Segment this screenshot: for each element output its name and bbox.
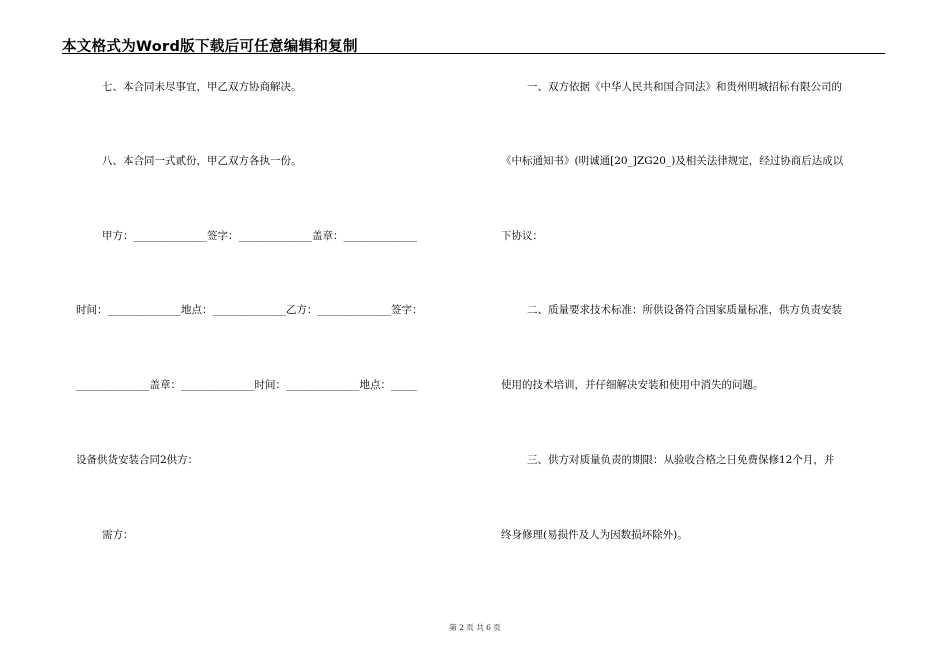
time-place-party-b-line: 时间：______________地点：______________乙方：______________签字：	[76, 304, 423, 316]
article-2-line-2: 使用的技术培训，并仔细解决安装和使用中消失的问题。	[501, 379, 764, 391]
seal-time-place-line: ______________盖章：______________时间：______________地点：_____	[76, 379, 418, 391]
clause-8: 八、本合同一式贰份，甲乙双方各执一份。	[102, 155, 302, 167]
header-divider	[62, 53, 885, 54]
article-1-line-3: 下协议：	[501, 230, 543, 242]
contract-title-supplier: 设备供货安装合同2供方：	[76, 454, 199, 466]
document-header: 本文格式为Word版下载后可任意编辑和复制	[62, 39, 358, 55]
article-1-line-2: 《中标通知书》(明诚通[20_]ZG20_)及相关法律规定，经过协商后达成以	[501, 155, 844, 167]
buyer-label: 需方：	[102, 529, 134, 541]
clause-7: 七、本合同未尽事宜，甲乙双方协商解决。	[102, 81, 302, 93]
article-1-line-1: 一、双方依据《中华人民共和国合同法》和贵州明城招标有限公司的	[527, 81, 842, 93]
article-3-line-2: 终身修理(易损件及人为因数损坏除外)。	[501, 529, 688, 541]
party-a-signature-line: 甲方：______________签字：______________盖章：______________	[102, 230, 417, 242]
article-2-line-1: 二、质量要求技术标准：所供设备符合国家质量标准，供方负责安装	[527, 304, 842, 316]
page-number: 第 2 页 共 6 页	[449, 623, 501, 632]
article-3-line-1: 三、供方对质量负责的期限：从验收合格之日免费保修12个月，并	[527, 454, 835, 466]
